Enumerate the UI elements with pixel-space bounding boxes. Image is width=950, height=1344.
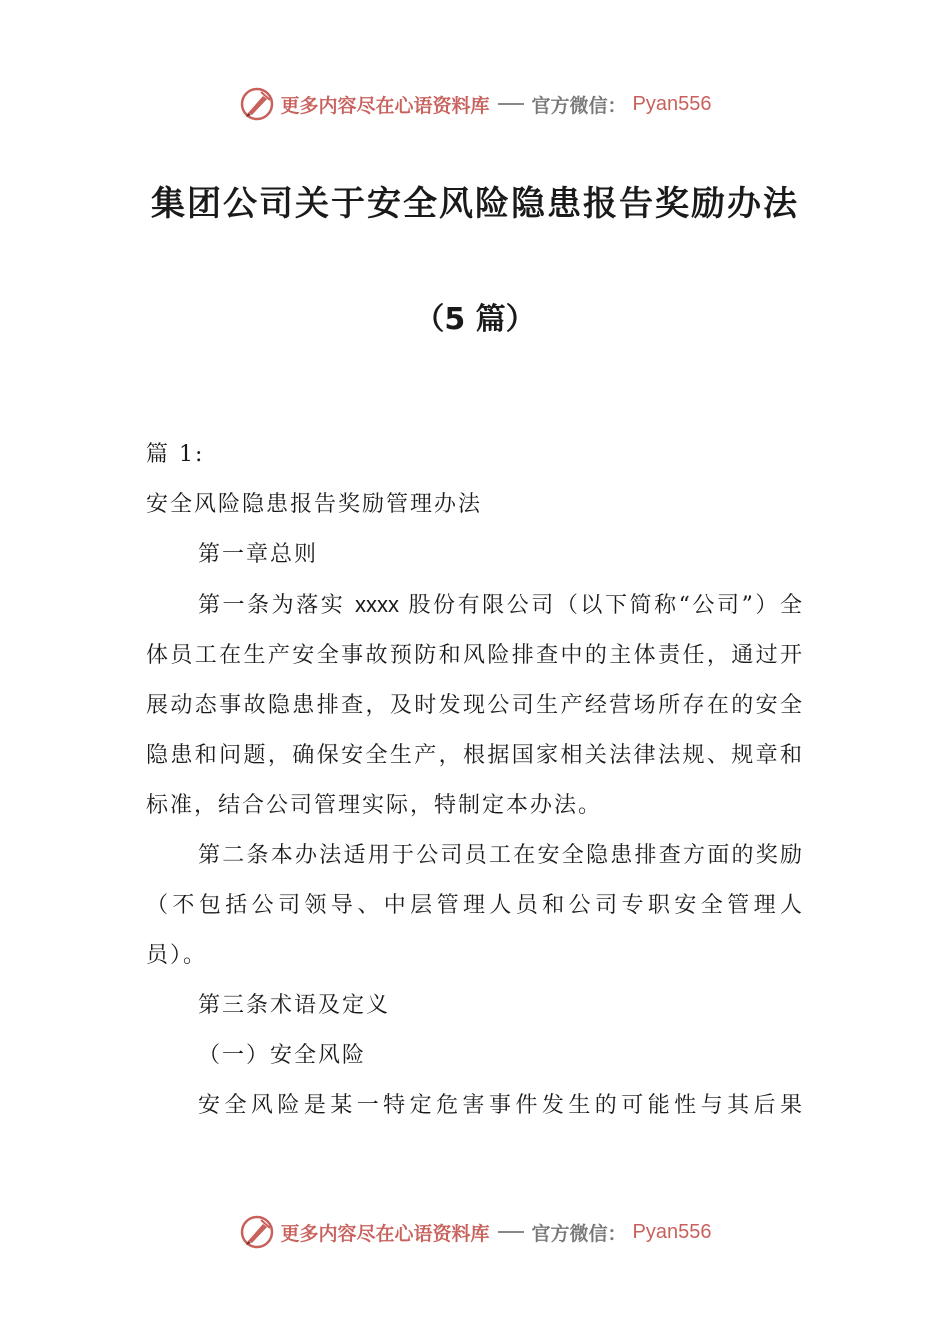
banner-dash xyxy=(498,1231,524,1233)
banner-wechat-id: Pyan556 xyxy=(632,1220,712,1243)
part-label: 篇 1: xyxy=(146,442,205,467)
banner-text: 更多内容尽在心语资料库 xyxy=(280,1222,490,1245)
banner-wechat-id: Pyan556 xyxy=(632,92,712,115)
article-1-text: 股份有限公司（以下简称“公司”）全体员工在生产安全事故预防和风险排查中的主体责任，通过开展动态事故隐患排查，及时发现公司生产经营场所存在的安全隐患和问题，确保安全生产，根据国家相关法律法规、规章和标准，结合公司管理实际，特制定本办法。 xyxy=(146,593,804,818)
banner-official-label: 官方微信： xyxy=(531,1222,627,1245)
item-1-heading: （一）安全风险 xyxy=(198,1043,367,1068)
section-heading: 安全风险隐患报告奖励管理办法 xyxy=(146,492,483,517)
banner-text: 更多内容尽在心语资料库 xyxy=(280,94,490,117)
pen-logo-icon xyxy=(239,1214,275,1250)
company-placeholder: xxxx xyxy=(354,592,399,617)
article-1 xyxy=(146,580,804,831)
chapter-heading: 第一章总则 xyxy=(198,542,319,567)
document-subtitle: （5 篇） xyxy=(414,302,536,337)
banner-dash xyxy=(498,103,524,105)
document-body xyxy=(146,430,804,1131)
item-1-text: 安全风险是某一特定危害事件发生的可能性与其后果 xyxy=(198,1093,804,1118)
pen-logo-icon xyxy=(239,86,275,122)
article-2: 第二条本办法适用于公司员工在安全隐患排查方面的奖励（不包括公司领导、中层管理人员和公司专职安全管理人员）。 xyxy=(146,843,804,968)
banner-official-label: 官方微信： xyxy=(531,94,627,117)
header-watermark-banner xyxy=(0,84,950,124)
footer-watermark-banner xyxy=(0,1212,950,1252)
article-1-intro: 第一条为落实 xyxy=(198,593,346,618)
document-title: 集团公司关于安全风险隐患报告奖励办法 xyxy=(151,184,799,224)
article-3: 第三条术语及定义 xyxy=(198,993,391,1018)
